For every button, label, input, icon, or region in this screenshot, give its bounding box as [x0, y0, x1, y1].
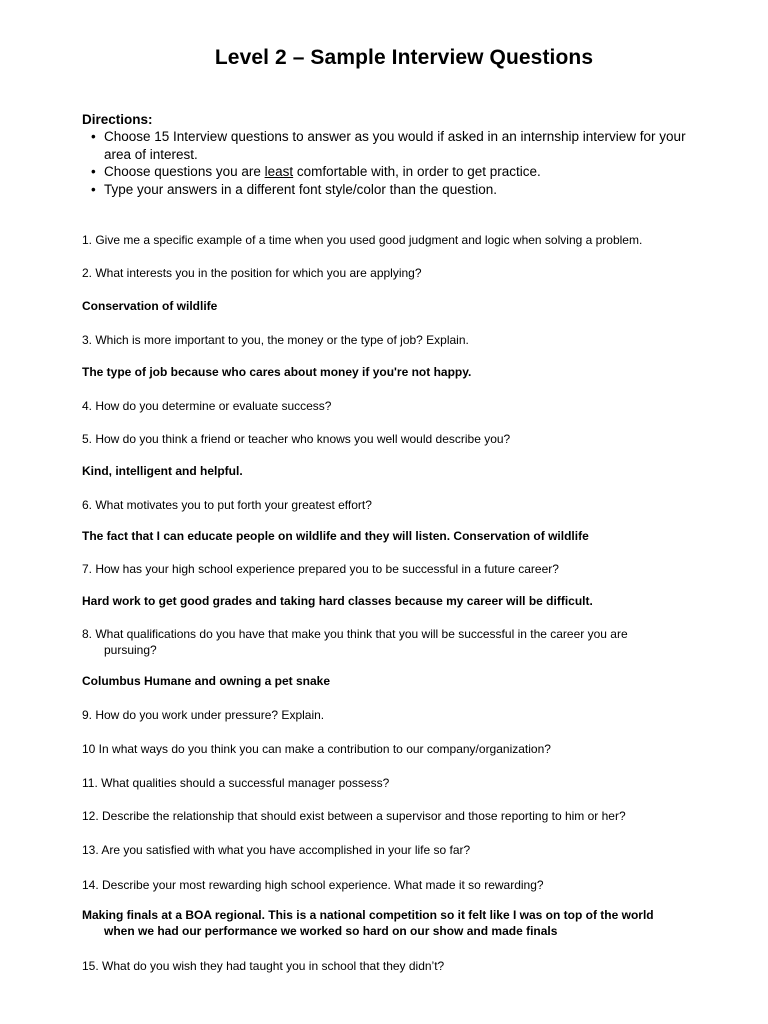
question-text [82, 842, 722, 858]
question-line: 7. How has your high school experience prepared you to be successful in a future career? [82, 562, 559, 576]
question-text [82, 808, 722, 824]
bullet-icon: • [91, 164, 96, 179]
question-text [82, 497, 722, 513]
answer-text [82, 364, 722, 380]
answer-continuation: when we had our performance we worked so hard on our show and made finals [104, 924, 558, 938]
question-text [82, 332, 722, 348]
answer-line: Columbus Humane and owning a pet snake [82, 674, 331, 688]
question-text [82, 265, 722, 281]
answer-line: Making finals at a BOA regional. This is a national competition so it felt like I was on top of the world [82, 908, 654, 922]
question-line: 14. Describe your most rewarding high school experience. What made it so rewarding? [82, 878, 544, 892]
question-text [82, 431, 722, 447]
question-line: 8. What qualifications do you have that make you think that you will be successful in the career you are [82, 627, 628, 641]
question-line: 11. What qualities should a successful manager possess? [82, 776, 390, 790]
question-text [82, 741, 722, 757]
answer-text [82, 463, 722, 479]
bullet-icon: • [91, 129, 96, 144]
question-line: 6. What motivates you to put forth your greatest effort? [82, 498, 372, 512]
question-text [82, 958, 722, 974]
question-line: 5. How do you think a friend or teacher who knows you well would describe you? [82, 432, 511, 446]
answer-text [82, 673, 722, 689]
answer-text [82, 907, 722, 939]
directions-item-text: Choose questions you are [104, 164, 265, 179]
page-title: Level 2 – Sample Interview Questions [214, 46, 594, 69]
answer-text [82, 298, 722, 314]
question-text [82, 232, 722, 248]
question-line: 2. What interests you in the position for which you are applying? [82, 266, 422, 280]
question-line: 12. Describe the relationship that should exist between a supervisor and those reporting to him or her? [82, 809, 626, 823]
directions-heading: Directions: [82, 112, 153, 127]
question-text [82, 398, 722, 414]
answer-text [82, 593, 722, 609]
question-text [82, 561, 722, 577]
question-text [82, 707, 722, 723]
answer-line: Hard work to get good grades and taking hard classes because my career will be difficult. [82, 594, 593, 608]
question-line: 15. What do you wish they had taught you in school that they didn’t? [82, 959, 445, 973]
answer-line: Kind, intelligent and helpful. [82, 464, 243, 478]
question-line: 9. How do you work under pressure? Explain. [82, 708, 325, 722]
question-line: 13. Are you satisfied with what you have accomplished in your life so far? [82, 843, 471, 857]
question-text [82, 626, 722, 658]
bullet-icon: • [91, 181, 96, 197]
question-continuation: pursuing? [104, 643, 157, 657]
question-line: 4. How do you determine or evaluate success? [82, 399, 332, 413]
question-line: 10 In what ways do you think you can make a contribution to our company/organization? [82, 742, 551, 756]
question-line: 1. Give me a specific example of a time when you used good judgment and logic when solving a problem. [82, 233, 643, 247]
emphasis-least: least [264, 164, 294, 179]
answer-line: The type of job because who cares about money if you're not happy. [82, 365, 472, 379]
question-text [82, 877, 722, 893]
answer-line: The fact that I can educate people on wildlife and they will listen. Conservation of wildlife [82, 529, 589, 543]
question-text [82, 775, 722, 791]
answer-line: Conservation of wildlife [82, 299, 218, 313]
answer-text [82, 528, 722, 544]
directions-item [82, 163, 722, 181]
directions-item [82, 181, 722, 199]
directions-item-line: Choose 15 Interview questions to answer as you would if asked in an internship interview for your [104, 129, 686, 144]
directions-list [82, 128, 722, 198]
directions-item-line: area of interest. [104, 146, 198, 162]
directions-item-text: comfortable with, in order to get practice. [293, 164, 541, 179]
question-line: 3. Which is more important to you, the money or the type of job? Explain. [82, 333, 469, 347]
directions-item-text: Type your answers in a different font style/color than the question. [104, 181, 497, 197]
directions-item [82, 128, 722, 163]
